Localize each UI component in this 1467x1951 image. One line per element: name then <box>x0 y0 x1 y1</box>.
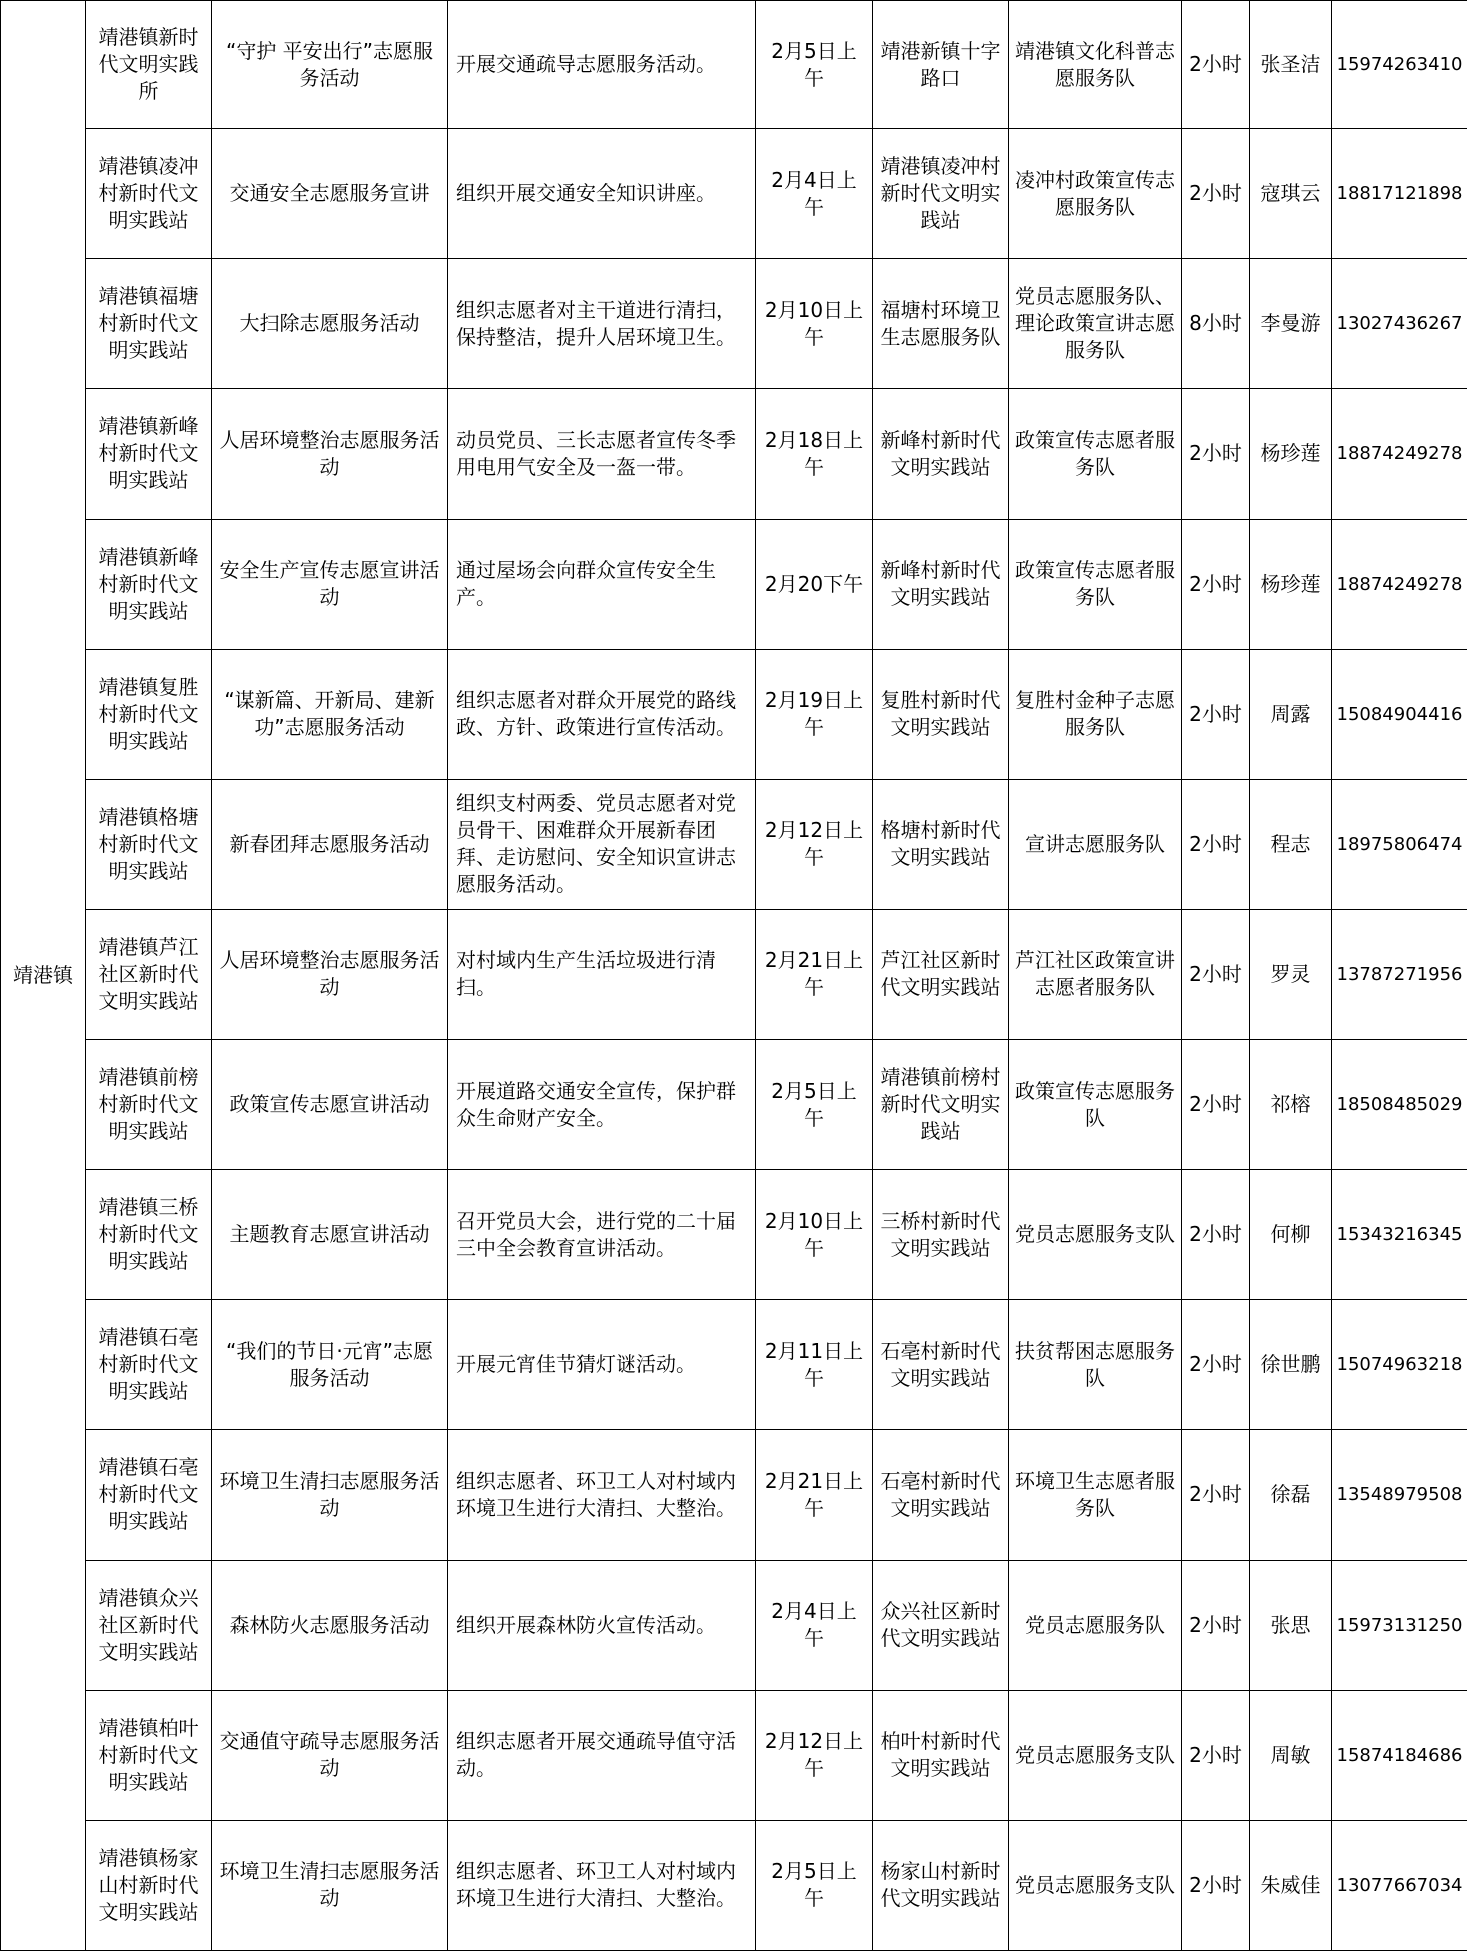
site-cell: 靖港镇新峰村新时代文明实践站 <box>86 389 212 519</box>
content-cell: 召开党员大会，进行党的二十届三中全会教育宣讲活动。 <box>448 1170 756 1300</box>
contact-cell: 罗灵 <box>1250 909 1332 1039</box>
duration-cell: 2小时 <box>1182 1300 1250 1430</box>
activity-cell: “我们的节日·元宵”志愿服务活动 <box>212 1300 448 1430</box>
content-cell: 通过屋场会向群众宣传安全生产。 <box>448 519 756 649</box>
phone-cell: 18874249278 <box>1332 389 1467 519</box>
phone-cell: 13077667034 <box>1332 1820 1467 1950</box>
time-cell: 2月4日上午 <box>756 129 873 259</box>
table-row <box>1 1820 1467 1950</box>
place-cell: 靖港镇前榜村新时代文明实践站 <box>873 1040 1009 1170</box>
duration-cell: 2小时 <box>1182 779 1250 909</box>
table-row <box>1 259 1467 389</box>
site-cell: 靖港镇柏叶村新时代文明实践站 <box>86 1690 212 1820</box>
team-cell: 凌冲村政策宣传志愿服务队 <box>1009 129 1182 259</box>
contact-cell: 杨珍莲 <box>1250 389 1332 519</box>
contact-cell: 李曼游 <box>1250 259 1332 389</box>
table-row <box>1 519 1467 649</box>
activity-cell: 主题教育志愿宣讲活动 <box>212 1170 448 1300</box>
duration-cell: 2小时 <box>1182 1560 1250 1690</box>
activity-cell: 政策宣传志愿宣讲活动 <box>212 1040 448 1170</box>
duration-cell: 2小时 <box>1182 389 1250 519</box>
activity-cell: 人居环境整治志愿服务活动 <box>212 389 448 519</box>
team-cell: 党员志愿服务支队 <box>1009 1170 1182 1300</box>
activity-cell: 环境卫生清扫志愿服务活动 <box>212 1820 448 1950</box>
site-cell: 靖港镇石亳村新时代文明实践站 <box>86 1430 212 1560</box>
place-cell: 三桥村新时代文明实践站 <box>873 1170 1009 1300</box>
time-cell: 2月21日上午 <box>756 1430 873 1560</box>
time-cell: 2月5日上午 <box>756 1040 873 1170</box>
content-cell: 开展元宵佳节猜灯谜活动。 <box>448 1300 756 1430</box>
duration-cell: 2小时 <box>1182 1170 1250 1300</box>
site-cell: 靖港镇三桥村新时代文明实践站 <box>86 1170 212 1300</box>
phone-cell: 15973131250 <box>1332 1560 1467 1690</box>
team-cell: 党员志愿服务队 <box>1009 1560 1182 1690</box>
time-cell: 2月12日上午 <box>756 1690 873 1820</box>
time-cell: 2月10日上午 <box>756 259 873 389</box>
content-cell: 组织支村两委、党员志愿者对党员骨干、困难群众开展新春团拜、走访慰问、安全知识宣讲志愿服务活动。 <box>448 779 756 909</box>
team-cell: 芦江社区政策宣讲志愿者服务队 <box>1009 909 1182 1039</box>
place-cell: 石亳村新时代文明实践站 <box>873 1430 1009 1560</box>
site-cell: 靖港镇众兴社区新时代文明实践站 <box>86 1560 212 1690</box>
table-row <box>1 779 1467 909</box>
duration-cell: 2小时 <box>1182 649 1250 779</box>
table-row <box>1 129 1467 259</box>
time-cell: 2月18日上午 <box>756 389 873 519</box>
phone-cell: 15074963218 <box>1332 1300 1467 1430</box>
table-row <box>1 1430 1467 1560</box>
place-cell: 众兴社区新时代文明实践站 <box>873 1560 1009 1690</box>
table-row <box>1 909 1467 1039</box>
place-cell: 杨家山村新时代文明实践站 <box>873 1820 1009 1950</box>
duration-cell: 2小时 <box>1182 1040 1250 1170</box>
team-cell: 宣讲志愿服务队 <box>1009 779 1182 909</box>
time-cell: 2月12日上午 <box>756 779 873 909</box>
phone-cell: 15874184686 <box>1332 1690 1467 1820</box>
duration-cell: 2小时 <box>1182 129 1250 259</box>
time-cell: 2月4日上午 <box>756 1560 873 1690</box>
team-cell: 政策宣传志愿者服务队 <box>1009 389 1182 519</box>
duration-cell: 2小时 <box>1182 1430 1250 1560</box>
place-cell: 靖港镇凌冲村新时代文明实践站 <box>873 129 1009 259</box>
content-cell: 组织志愿者、环卫工人对村域内环境卫生进行大清扫、大整治。 <box>448 1430 756 1560</box>
time-cell: 2月19日上午 <box>756 649 873 779</box>
phone-cell: 13548979508 <box>1332 1430 1467 1560</box>
time-cell: 2月11日上午 <box>756 1300 873 1430</box>
phone-cell: 15084904416 <box>1332 649 1467 779</box>
place-cell: 格塘村新时代文明实践站 <box>873 779 1009 909</box>
phone-cell: 13027436267 <box>1332 259 1467 389</box>
team-cell: 党员志愿服务队、理论政策宣讲志愿服务队 <box>1009 259 1182 389</box>
table-row <box>1 1560 1467 1690</box>
activity-cell: 大扫除志愿服务活动 <box>212 259 448 389</box>
contact-cell: 徐磊 <box>1250 1430 1332 1560</box>
time-cell: 2月5日上午 <box>756 1820 873 1950</box>
content-cell: 组织志愿者、环卫工人对村域内环境卫生进行大清扫、大整治。 <box>448 1820 756 1950</box>
contact-cell: 杨珍莲 <box>1250 519 1332 649</box>
phone-cell: 13787271956 <box>1332 909 1467 1039</box>
town-cell: 靖港镇 <box>1 1 86 1951</box>
team-cell: 政策宣传志愿服务队 <box>1009 1040 1182 1170</box>
duration-cell: 2小时 <box>1182 1820 1250 1950</box>
place-cell: 靖港新镇十字路口 <box>873 1 1009 129</box>
contact-cell: 祁榕 <box>1250 1040 1332 1170</box>
contact-cell: 周敏 <box>1250 1690 1332 1820</box>
table-row <box>1 1170 1467 1300</box>
content-cell: 组织志愿者对主干道进行清扫，保持整洁，提升人居环境卫生。 <box>448 259 756 389</box>
place-cell: 新峰村新时代文明实践站 <box>873 389 1009 519</box>
phone-cell: 18508485029 <box>1332 1040 1467 1170</box>
duration-cell: 2小时 <box>1182 519 1250 649</box>
place-cell: 复胜村新时代文明实践站 <box>873 649 1009 779</box>
content-cell: 动员党员、三长志愿者宣传冬季用电用气安全及一盔一带。 <box>448 389 756 519</box>
team-cell: 复胜村金种子志愿服务队 <box>1009 649 1182 779</box>
site-cell: 靖港镇福塘村新时代文明实践站 <box>86 259 212 389</box>
duration-cell: 2小时 <box>1182 1690 1250 1820</box>
site-cell: 靖港镇凌冲村新时代文明实践站 <box>86 129 212 259</box>
contact-cell: 张思 <box>1250 1560 1332 1690</box>
activity-cell: “守护 平安出行”志愿服务活动 <box>212 1 448 129</box>
time-cell: 2月20下午 <box>756 519 873 649</box>
table-row <box>1 1040 1467 1170</box>
place-cell: 福塘村环境卫生志愿服务队 <box>873 259 1009 389</box>
site-cell: 靖港镇石亳村新时代文明实践站 <box>86 1300 212 1430</box>
content-cell: 开展道路交通安全宣传，保护群众生命财产安全。 <box>448 1040 756 1170</box>
site-cell: 靖港镇新时代文明实践所 <box>86 1 212 129</box>
site-cell: 靖港镇前榜村新时代文明实践站 <box>86 1040 212 1170</box>
team-cell: 扶贫帮困志愿服务队 <box>1009 1300 1182 1430</box>
contact-cell: 寇琪云 <box>1250 129 1332 259</box>
activity-cell: “谋新篇、开新局、建新功”志愿服务活动 <box>212 649 448 779</box>
table-row <box>1 389 1467 519</box>
phone-cell: 15343216345 <box>1332 1170 1467 1300</box>
activity-cell: 新春团拜志愿服务活动 <box>212 779 448 909</box>
content-cell: 组织志愿者对群众开展党的路线政、方针、政策进行宣传活动。 <box>448 649 756 779</box>
table-row <box>1 1 1467 129</box>
site-cell: 靖港镇杨家山村新时代文明实践站 <box>86 1820 212 1950</box>
activity-cell: 森林防火志愿服务活动 <box>212 1560 448 1690</box>
contact-cell: 程志 <box>1250 779 1332 909</box>
team-cell: 政策宣传志愿者服务队 <box>1009 519 1182 649</box>
table-row <box>1 1300 1467 1430</box>
content-cell: 组织开展交通安全知识讲座。 <box>448 129 756 259</box>
table-body <box>1 1 1467 1951</box>
content-cell: 组织开展森林防火宣传活动。 <box>448 1560 756 1690</box>
contact-cell: 徐世鹏 <box>1250 1300 1332 1430</box>
time-cell: 2月5日上午 <box>756 1 873 129</box>
content-cell: 组织志愿者开展交通疏导值守活动。 <box>448 1690 756 1820</box>
contact-cell: 朱威佳 <box>1250 1820 1332 1950</box>
duration-cell: 8小时 <box>1182 259 1250 389</box>
time-cell: 2月10日上午 <box>756 1170 873 1300</box>
phone-cell: 15974263410 <box>1332 1 1467 129</box>
place-cell: 新峰村新时代文明实践站 <box>873 519 1009 649</box>
table-row <box>1 1690 1467 1820</box>
site-cell: 靖港镇芦江社区新时代文明实践站 <box>86 909 212 1039</box>
contact-cell: 张圣洁 <box>1250 1 1332 129</box>
place-cell: 芦江社区新时代文明实践站 <box>873 909 1009 1039</box>
phone-cell: 18975806474 <box>1332 779 1467 909</box>
duration-cell: 2小时 <box>1182 1 1250 129</box>
activity-cell: 交通安全志愿服务宣讲 <box>212 129 448 259</box>
place-cell: 柏叶村新时代文明实践站 <box>873 1690 1009 1820</box>
team-cell: 党员志愿服务支队 <box>1009 1690 1182 1820</box>
place-cell: 石亳村新时代文明实践站 <box>873 1300 1009 1430</box>
content-cell: 对村域内生产生活垃圾进行清扫。 <box>448 909 756 1039</box>
team-cell: 靖港镇文化科普志愿服务队 <box>1009 1 1182 129</box>
phone-cell: 18817121898 <box>1332 129 1467 259</box>
phone-cell: 18874249278 <box>1332 519 1467 649</box>
content-cell: 开展交通疏导志愿服务活动。 <box>448 1 756 129</box>
contact-cell: 周露 <box>1250 649 1332 779</box>
site-cell: 靖港镇格塘村新时代文明实践站 <box>86 779 212 909</box>
team-cell: 党员志愿服务支队 <box>1009 1820 1182 1950</box>
activity-cell: 交通值守疏导志愿服务活动 <box>212 1690 448 1820</box>
site-cell: 靖港镇复胜村新时代文明实践站 <box>86 649 212 779</box>
time-cell: 2月21日上午 <box>756 909 873 1039</box>
duration-cell: 2小时 <box>1182 909 1250 1039</box>
team-cell: 环境卫生志愿者服务队 <box>1009 1430 1182 1560</box>
activity-cell: 环境卫生清扫志愿服务活动 <box>212 1430 448 1560</box>
activity-cell: 人居环境整治志愿服务活动 <box>212 909 448 1039</box>
contact-cell: 何柳 <box>1250 1170 1332 1300</box>
activity-cell: 安全生产宣传志愿宣讲活动 <box>212 519 448 649</box>
table-row <box>1 649 1467 779</box>
site-cell: 靖港镇新峰村新时代文明实践站 <box>86 519 212 649</box>
